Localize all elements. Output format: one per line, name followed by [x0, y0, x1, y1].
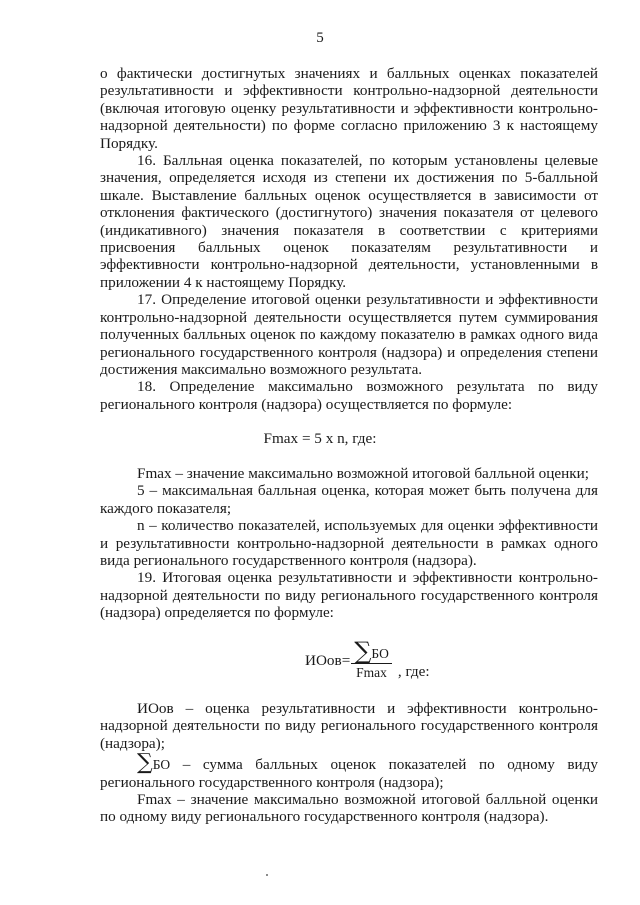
definition-sum	[100, 750, 598, 791]
sigma-symbol: ∑	[354, 637, 372, 665]
definition-fmax-2: Fmax – значение максимально возможной итоговой балльной оценки по одному виду регионального государственного контроля (надзора).	[100, 791, 598, 826]
definition-io: ИОов – оценка результативности и эффективности контрольно-надзорной деятельности по виду регионального государственного контроля (надзора);	[100, 700, 598, 752]
definition-fmax: Fmax – значение максимально возможной итоговой балльной оценки;	[137, 465, 589, 482]
sum-definition-text: – сумма балльных оценок показателей по одному виду регионального государственного контроля (надзора);	[100, 756, 598, 791]
paragraph-continuation: о фактически достигнутых значениях и балльных оценках показателей результативности и эффективности контрольно-надзорной деятельности (включая итоговую оценку результативности и эффективности контрольно-надзорной деятельности) по форме согласно приложению 3 к настоящему Порядку.	[100, 65, 598, 152]
page-number: 5	[316, 30, 324, 46]
formula-lhs: ИОов=	[305, 651, 351, 669]
fraction-numerator	[351, 637, 392, 665]
formula-fraction	[351, 637, 392, 681]
text-block-3	[100, 700, 598, 826]
text-block-2	[100, 465, 598, 622]
sum-label: БО	[152, 757, 171, 773]
definition-n: n – количество показателей, используемых для оценки эффективности и результативности контрольно-надзорной деятельности в рамках одного вида регионального государственного контроля (надзора).	[100, 517, 598, 570]
sigma-symbol-inline: ∑	[137, 750, 153, 776]
paragraph-16: 16. Балльная оценка показателей, по которым установлены целевые значения, определяется исходя из степени их достижения по 5-балльной шкале. Выставление балльных оценок осуществляется в зависимости от отклонения фактического (достигнутого) значения показателя от целевого (индикативного) значения показателя в соответствии с критериями присвоения балльных оценок показателям результативности и эффективности контрольно-надзорной деятельности, установленными в приложении 4 к настоящему Порядку.	[100, 152, 598, 291]
definition-5: 5 – максимальная балльная оценка, которая может быть получена для каждого показателя;	[100, 482, 598, 517]
paragraph-17: 17. Определение итоговой оценки результативности и эффективности контрольно-надзорной деятельности осуществляется путем суммирования полученных балльных оценок по каждому показателю в рамках одного вида регионального государственного контроля (надзора) и определения степени достижения максимально возможного результата.	[100, 291, 598, 378]
formula-fmax: Fmax = 5 x n, где:	[263, 430, 377, 447]
formula-io	[305, 637, 430, 681]
numerator-label: БО	[371, 646, 389, 661]
scan-speck	[266, 874, 268, 876]
text-block-1	[100, 65, 598, 413]
paragraph-19: 19. Итоговая оценка результативности и эффективности контрольно-надзорной деятельности по виду регионального государственного контроля (надзора) определяется по формуле:	[100, 569, 598, 622]
paragraph-18: 18. Определение максимально возможного результата по виду регионального контроля (надзора) осуществляется по формуле:	[100, 378, 598, 413]
fraction-denominator: Fmax	[356, 665, 387, 680]
formula-suffix: , где:	[397, 662, 430, 680]
